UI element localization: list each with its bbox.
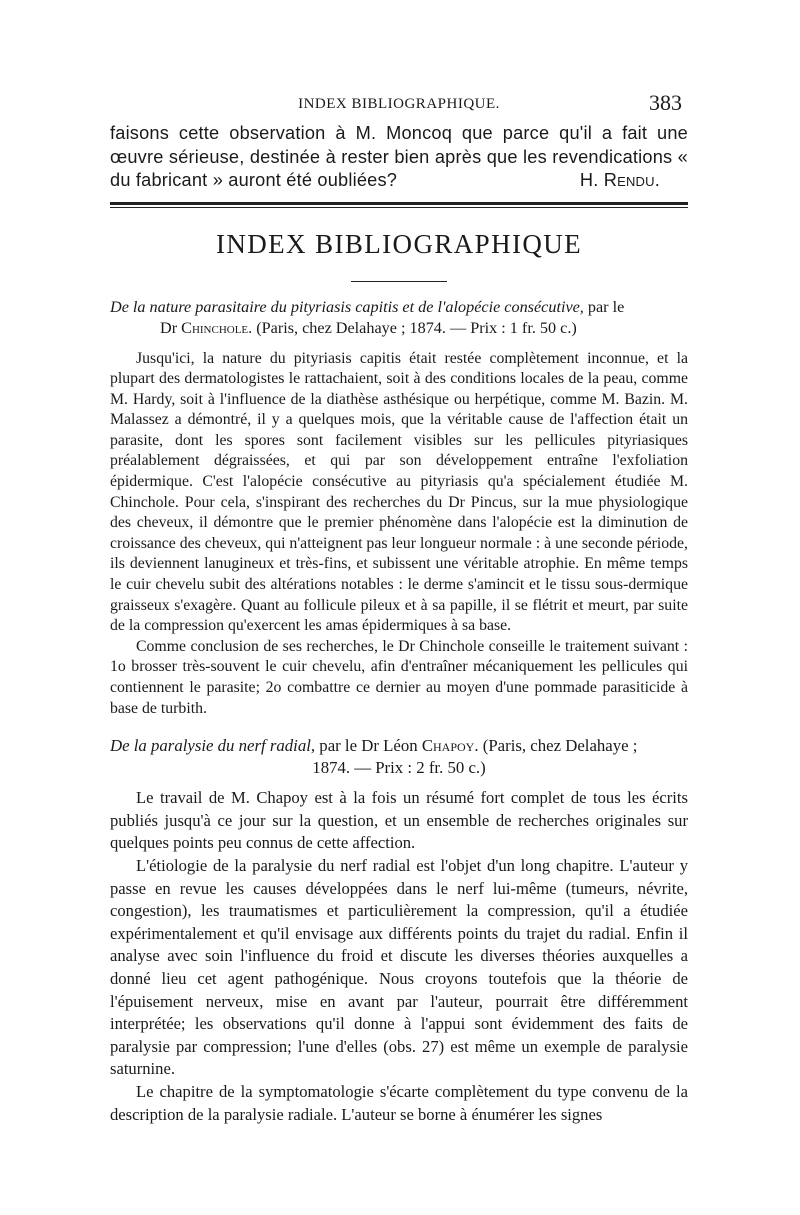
entry-2-paragraph-3: Le chapitre de la symptomatologie s'écarte complètement du type convenu de la description de la paralysie radiale. L'auteur se borne à énumérer les signes [110,1081,688,1124]
entry-2-paragraph-1: Le travail de M. Chapoy est à la fois un résumé fort complet de tous les écrits publiés jusqu'à ce jour sur la question, et un ensemble de recherches originales sur quelques points peu connus de cette affection. [110,788,688,853]
entry-2-publisher: (Paris, chez Delahaye ; [482,736,638,756]
entry-1-author-prefix: Dr [160,318,178,337]
entry-2-author: Chapoy. [421,736,479,756]
entry-2-paragraph-2: L'étiologie de la paralysie du nerf radial est l'objet d'un long chapitre. L'auteur y passe en revue les causes développées dans le nerf lui-même (tumeurs, névrite, congestion), les traumatismes et particulièrement la compression, qu'il a étudiée expérimentalement et qu'il envisage aux différents points du trajet du radial. Enfin il analyse avec soin l'influence du froid et discute les diverses théories auxquelles a donné lieu cet agent pathogénique. Nous croyons toutefois que la théorie de l'épuisement nerveux, mise en avant par l'auteur, pourrait être différemment interprétée; les observations qu'il donne à l'appui sont évidemment des faits de paralysie par compression; l'une d'elles (obs. 27) est même un exemple de paralysie saturnine. [110,855,688,1079]
entry-1-title-italic: De la nature parasitaire du pityriasis capitis et de l'alopécie consécutive, [110,297,584,316]
title-underline [351,281,447,282]
entry-2-title-line2: 1874. — Prix : 2 fr. 50 c.) [312,758,486,778]
section-title: INDEX BIBLIOGRAPHIQUE [215,228,583,259]
entry-1-paragraph-2: Comme conclusion de ses recherches, le Dr Chinchole conseille le traitement suivant : 1o brosser très-souvent le cuir chevelu, afin d'entraîner mécaniquement les pellicules qui contiennent le parasite; 2o combattre ce dernier au moyen d'une pommade parasiticide à base de turbith. [110,637,688,717]
running-head [110,92,688,122]
section-rule-thin [110,207,688,208]
entry-1-title-cont [110,318,688,339]
entry-1-title-by: par le [587,297,625,316]
entry-2-title-by: par le Dr Léon [319,736,418,756]
entry-2-title-italic: De la paralysie du nerf radial, [110,736,316,756]
entry-1-publisher: (Paris, chez Delahaye ; 1874. — Prix : 1 fr. 50 c.) [256,318,577,337]
page-number: 383 [649,90,682,115]
entry-1-author: Chinchole. [181,318,253,337]
entry-2-title [110,735,688,779]
running-title: INDEX BIBLIOGRAPHIQUE. [298,96,500,112]
intro-paragraph: faisons cette observation à M. Moncoq que parce qu'il a fait une œuvre sérieuse, destinée à rester bien après que les revendications « du fabricant » auront été oubliées? [110,123,688,190]
signature-name: Rendu. [603,170,660,190]
section-rule-thick [110,202,688,205]
entry-1-paragraph-1: Jusqu'ici, la nature du pityriasis capitis était restée complètement inconnue, et la plupart des dermatologistes le rattachaient, soit à des conditions locales de la peau, comme M. Hardy, soit à l'influence de la diathèse asthésique ou herpétique, comme M. Bazin. M. Malassez a démontré, il y a quelques mois, que la véritable cause de l'affection était un parasite, dont les spores sont facilement visibles sur les pellicules pityriasiques préalablement dégraissées, et qui par son développement entraîne l'exfoliation épidermique. C'est l'alopécie consécutive au pityriasis qu'a spécialement étudiée M. Chinchole. Pour cela, s'inspirant des recherches du Dr Pincus, sur la mue physiologique des cheveux, il démontre que le premier phénomène dans l'alopécie est la diminution de croissance des cheveux, qui n'atteignent pas leur longueur normale : à une seconde période, ils deviennent lanugineux et très-fins, et subissent une véritable atrophie. En même temps le cuir chevelu subit des altérations notables : le derme s'amincit et le tissu sous-dermique graisseux s'exagère. Quant au follicule pileux et à sa papille, il se flétrit et meurt, par suite de la compression qu'exercent les amas épidermiques à sa base. [110,349,688,635]
entry-1-title [110,297,688,339]
signature-initial: H. [579,170,599,190]
page [110,92,688,1126]
